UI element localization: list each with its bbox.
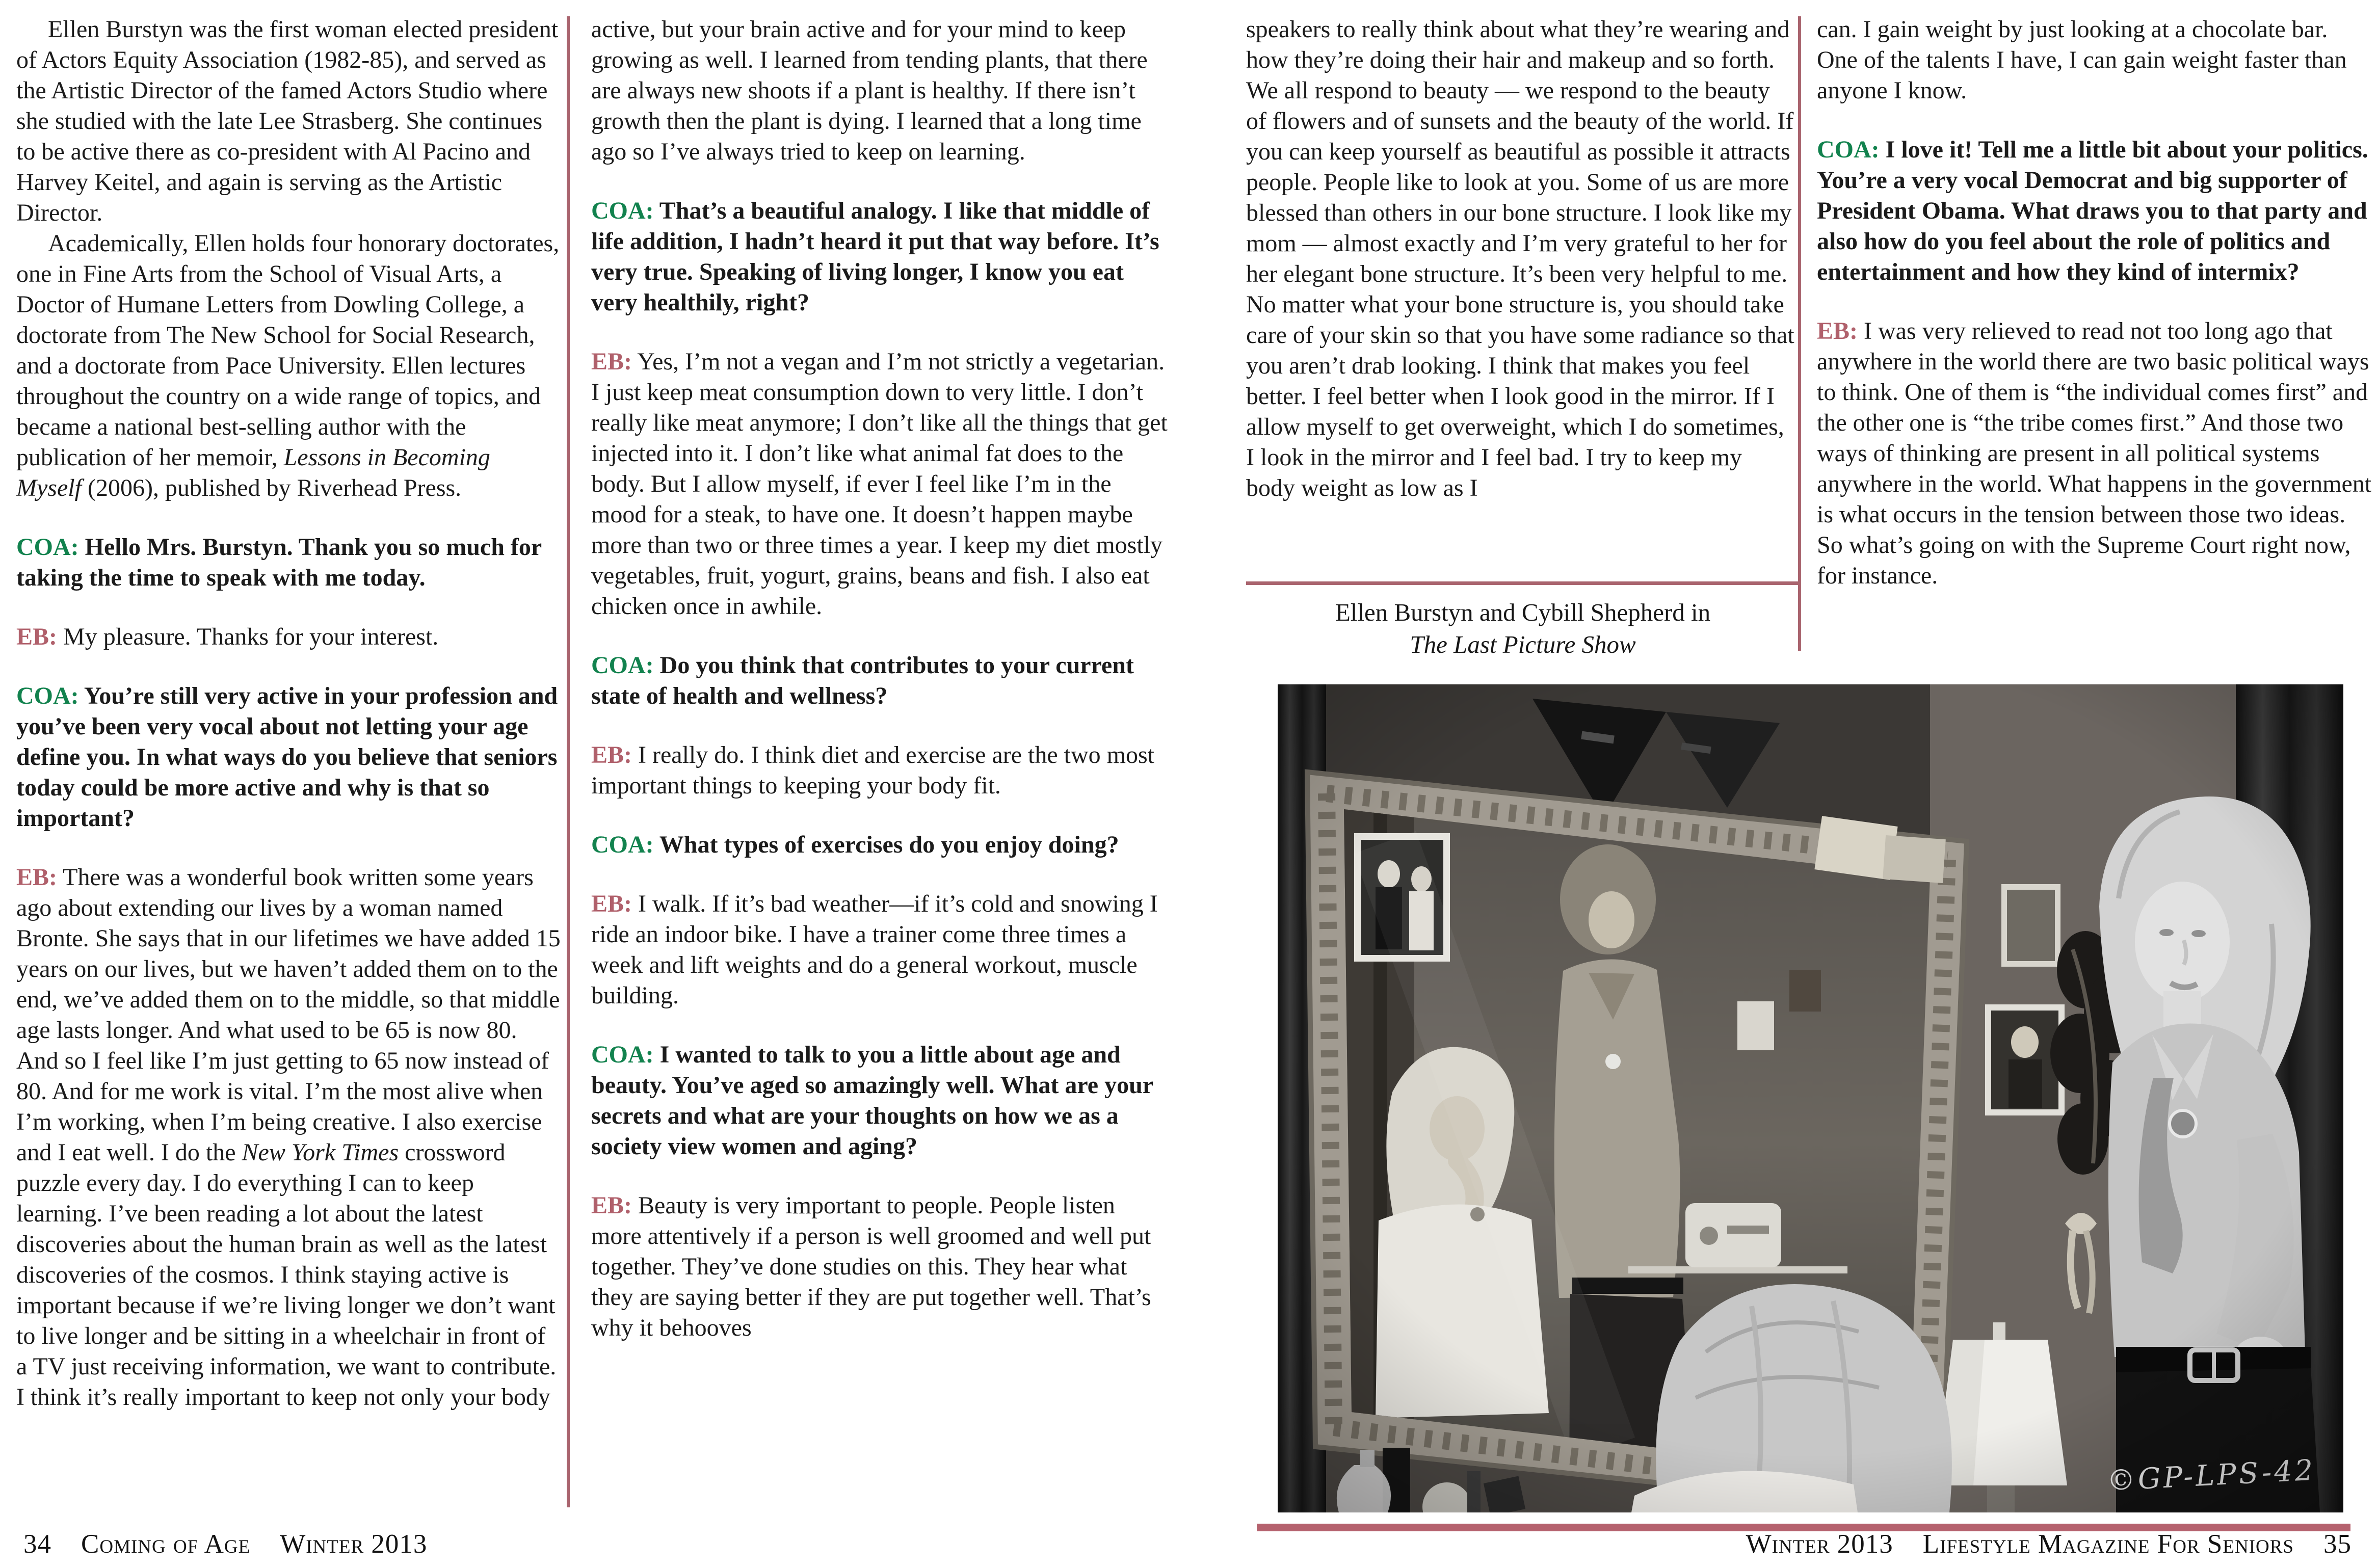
interview-question — [16, 681, 561, 834]
text-column-3 — [1246, 14, 1795, 503]
text-run: Ellen Burstyn was the first woman elected president of Actors Equity Association (1982-85), and served as the Artistic Director of the famed Actors Studio where she studied with the late Lee Strasberg. She continues to be active there as co-president with Al Pacino and Harvey Keitel, and again is serving as the Artistic Director. — [16, 16, 559, 226]
speaker-label-coa: COA: — [16, 682, 79, 709]
magazine-title: Coming of Age — [81, 1529, 251, 1559]
speaker-label-coa: COA: — [591, 652, 654, 679]
text-run: (2006), published by Riverhead Press. — [81, 474, 462, 501]
text-run: Yes, I’m not a vegan and I’m not strictly a vegetarian. I just keep meat consumption down to very little. I don’t really like meat anymore; I don’t like all the things that get injected into it. I don’t like what animal fat does to the body. But I allow myself, if ever I feel like I’m in the mood for a steak, to have one. It doesn’t happen maybe more than two or three times a year. I keep my diet mostly vegetables, fruit, yogurt, grains, beans and fish. I also eat chicken once in awhile. — [591, 348, 1168, 620]
interview-answer — [16, 862, 561, 1413]
text-run: I wanted to talk to you a little about age and beauty. You’ve aged so amazingly well. What are your secrets and what are your thoughts on how we as a society view women and aging? — [591, 1041, 1153, 1160]
photo-illustration — [1278, 684, 2343, 1512]
speaker-label-eb: EB: — [591, 348, 632, 375]
interview-answer — [591, 347, 1171, 622]
text-run: I love it! Tell me a little bit about your politics. You’re a very vocal Democrat and big supporter of President Obama. What draws you to that party and also how do you feel about the role of politics and entertainment and how they kind of intermix? — [1817, 136, 2368, 285]
text-column-4 — [1817, 14, 2373, 591]
interview-answer — [591, 740, 1171, 801]
page-number-right: 35 — [2323, 1529, 2351, 1559]
text-run: crossword puzzle every day. I do everything I can to keep learning. I’ve been reading a lot about the latest discoveries about the human brain as well as the latest discoveries of the cosmos. I think staying active is important because if we’re living longer we don’t want to live longer and be sitting in a wheelchair in front of a TV just receiving information, we want to contribute. I think it’s really important to keep not only your body — [16, 1139, 557, 1411]
speaker-label-eb: EB: — [591, 741, 632, 768]
interview-question — [591, 196, 1171, 318]
text-run: I walk. If it’s bad weather—if it’s cold and snowing I ride an indoor bike. I have a trainer come three times a week and lift weights and do a general workout, muscle building. — [591, 890, 1158, 1009]
interview-answer — [591, 889, 1171, 1011]
interview-question — [16, 532, 561, 593]
interview-answer — [591, 1190, 1171, 1343]
photo-caption — [1246, 596, 1800, 660]
footer-left — [23, 1529, 427, 1559]
photo-caption-film-title: The Last Picture Show — [1410, 630, 1636, 658]
magazine-tagline: Lifestyle Magazine For Seniors — [1922, 1529, 2294, 1559]
interview-question — [591, 1040, 1171, 1162]
speaker-label-coa: COA: — [591, 831, 654, 858]
speaker-label-eb: EB: — [16, 623, 58, 650]
text-run: Beauty is very important to people. People listen more attentively if a person is well groomed and well put together. They’ve done studies on this. They hear what they are saying better if they are put together well. That’s why it behooves — [591, 1192, 1151, 1341]
footer-right — [1746, 1529, 2351, 1559]
text-run: That’s a beautiful analogy. I like that middle of life addition, I hadn’t heard it put that way before. It’s very true. Speaking of living longer, I know you eat very healthily, right? — [591, 197, 1159, 316]
speaker-label-eb: EB: — [591, 1192, 632, 1219]
interview-answer — [1817, 316, 2373, 591]
text-run: My pleasure. Thanks for your interest. — [57, 623, 439, 650]
speaker-label-eb: EB: — [591, 890, 632, 917]
intro-paragraph — [16, 228, 561, 503]
issue-date-right: Winter 2013 — [1746, 1529, 1893, 1559]
page-number-left: 34 — [23, 1529, 51, 1559]
photo-caption-divider-rule — [1246, 581, 1800, 585]
issue-date-left: Winter 2013 — [280, 1529, 428, 1559]
text-run: Do you think that contributes to your current state of health and wellness? — [591, 652, 1134, 709]
text-run: speakers to really think about what they’re wearing and how they’re doing their hair and makeup and so forth. We all respond to beauty — we respond to the beauty of flowers and of sunsets and the beauty of the world. If you can keep yourself as beautiful as possible it attracts people. People like to look at you. Some of us are more blessed than others in our bone structure. I look like my mom — almost exactly and I’m very grateful to her for her elegant bone structure. It’s been very helpful to me. No matter what your bone structure is, you should take care of your skin so that you have some radiance so that you aren’t drab looking. I think that makes you feel better. I feel better when I look good in the mirror. If I allow myself to get overweight, which I do sometimes, I look in the mirror and I feel bad. I try to keep my body weight as low as I — [1246, 16, 1794, 501]
text-run: There was a wonderful book written some years ago about extending our lives by a woman named Bronte. She says that in our lifetimes we have added 15 years on our lives, but we haven’t added them on to the end, we’ve added them on to the middle, so that middle age lasts longer. And what used to be 65 is now 80. And so I feel like I’m just getting to 65 now instead of 80. And for me work is vital. I’m the most alive when I’m working, when I’m being creative. I also exercise and I eat well. I do the — [16, 864, 561, 1166]
text-run: You’re still very active in your profession and you’ve been very vocal about not letting your age define you. In what ways do you believe that seniors today could be more active and why is that so important? — [16, 682, 558, 832]
text-run: New York Times — [242, 1139, 399, 1166]
interview-question — [591, 650, 1171, 711]
text-run: Hello Mrs. Burstyn. Thank you so much for taking the time to speak with me today. — [16, 534, 542, 591]
text-column-2 — [591, 14, 1171, 1343]
speaker-label-coa: COA: — [16, 534, 79, 561]
photo-caption-line1: Ellen Burstyn and Cybill Shepherd in — [1335, 598, 1711, 626]
column-divider-rule-left — [567, 16, 570, 1507]
text-run: I was very relieved to read not too long ago that anywhere in the world there are two basic political ways to think. One of them is “the individual comes first” and the other one is “the tribe comes first.” And those two ways of thinking are present in all political systems anywhere in the world. What happens in the government is what occurs in the tension between those two ideas. So what’s going on with the Supreme Court right now, for instance. — [1817, 317, 2372, 589]
photo-last-picture-show — [1278, 684, 2343, 1512]
speaker-label-eb: EB: — [16, 864, 58, 891]
text-run: can. I gain weight by just looking at a chocolate bar. One of the talents I have, I can gain weight faster than anyone I know. — [1817, 16, 2347, 104]
interview-answer-continued — [1246, 14, 1795, 503]
text-run: I really do. I think diet and exercise are the two most important things to keeping your body fit. — [591, 741, 1155, 799]
text-run: Lessons in Becoming Myself — [16, 444, 490, 501]
interview-answer-continued — [591, 14, 1171, 167]
interview-question — [1817, 135, 2373, 287]
speaker-label-coa: COA: — [591, 197, 654, 224]
column-divider-rule-right — [1798, 16, 1801, 651]
text-run: Academically, Ellen holds four honorary doctorates, one in Fine Arts from the School of Visual Arts, a Doctor of Humane Letters from Dowling College, a doctorate from The New School for Social Research, and a doctorate from Pace University. Ellen lectures throughout the country on a wide range of topics, and became a national best-selling author with the publication of her memoir, — [16, 230, 560, 471]
text-run: What types of exercises do you enjoy doing? — [653, 831, 1119, 858]
text-run: active, but your brain active and for your mind to keep growing as well. I learned from tending plants, that there are always new shoots if a plant is healthy. If there isn’t growth then the plant is dying. I learned that a long time ago so I’ve always tried to keep on learning. — [591, 16, 1148, 165]
interview-question — [591, 830, 1171, 860]
interview-answer — [16, 622, 561, 652]
interview-answer-continued — [1817, 14, 2373, 106]
speaker-label-eb: EB: — [1817, 317, 1858, 344]
intro-paragraph — [16, 14, 561, 228]
speaker-label-coa: COA: — [591, 1041, 654, 1068]
text-column-1 — [16, 14, 561, 1413]
speaker-label-coa: COA: — [1817, 136, 1880, 163]
